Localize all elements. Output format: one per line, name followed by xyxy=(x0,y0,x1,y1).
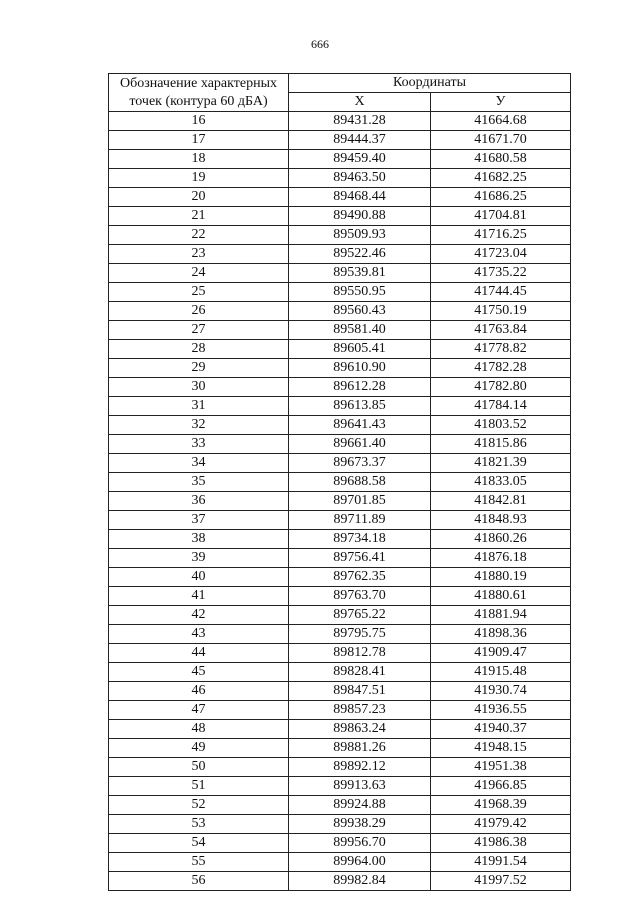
table-row xyxy=(109,131,571,150)
y-cell: 41930.74 xyxy=(431,682,571,701)
x-cell: 89711.89 xyxy=(289,511,431,530)
table-row xyxy=(109,378,571,397)
table-row xyxy=(109,492,571,511)
x-cell: 89795.75 xyxy=(289,625,431,644)
point-cell: 17 xyxy=(109,131,289,150)
y-cell: 41686.25 xyxy=(431,188,571,207)
table-row xyxy=(109,226,571,245)
point-cell: 41 xyxy=(109,587,289,606)
table-row xyxy=(109,321,571,340)
y-cell: 41948.15 xyxy=(431,739,571,758)
y-cell: 41815.86 xyxy=(431,435,571,454)
x-cell: 89762.35 xyxy=(289,568,431,587)
y-cell: 41782.80 xyxy=(431,378,571,397)
y-cell: 41671.70 xyxy=(431,131,571,150)
y-cell: 41784.14 xyxy=(431,397,571,416)
table-row xyxy=(109,663,571,682)
point-cell: 35 xyxy=(109,473,289,492)
x-cell: 89982.84 xyxy=(289,872,431,891)
table-row xyxy=(109,454,571,473)
y-cell: 41848.93 xyxy=(431,511,571,530)
table-row xyxy=(109,853,571,872)
point-cell: 21 xyxy=(109,207,289,226)
y-cell: 41966.85 xyxy=(431,777,571,796)
table-row xyxy=(109,207,571,226)
point-cell: 23 xyxy=(109,245,289,264)
point-cell: 48 xyxy=(109,720,289,739)
y-cell: 41936.55 xyxy=(431,701,571,720)
table-row xyxy=(109,340,571,359)
x-cell: 89605.41 xyxy=(289,340,431,359)
y-cell: 41821.39 xyxy=(431,454,571,473)
y-cell: 41979.42 xyxy=(431,815,571,834)
x-cell: 89444.37 xyxy=(289,131,431,150)
table-row xyxy=(109,587,571,606)
table-row xyxy=(109,644,571,663)
point-cell: 20 xyxy=(109,188,289,207)
y-cell: 41881.94 xyxy=(431,606,571,625)
point-cell: 37 xyxy=(109,511,289,530)
table-row xyxy=(109,302,571,321)
point-cell: 40 xyxy=(109,568,289,587)
y-cell: 41704.81 xyxy=(431,207,571,226)
point-cell: 24 xyxy=(109,264,289,283)
point-cell: 54 xyxy=(109,834,289,853)
table-row xyxy=(109,416,571,435)
x-cell: 89756.41 xyxy=(289,549,431,568)
table-row xyxy=(109,834,571,853)
y-cell: 41968.39 xyxy=(431,796,571,815)
table-row xyxy=(109,796,571,815)
point-cell: 42 xyxy=(109,606,289,625)
point-cell: 49 xyxy=(109,739,289,758)
point-cell: 16 xyxy=(109,112,289,131)
point-header-line2: точек (контура 60 дБА) xyxy=(129,93,268,109)
table-row xyxy=(109,872,571,891)
y-cell: 41750.19 xyxy=(431,302,571,321)
y-cell: 41876.18 xyxy=(431,549,571,568)
table-row xyxy=(109,568,571,587)
table-row xyxy=(109,815,571,834)
x-cell: 89610.90 xyxy=(289,359,431,378)
y-cell: 41860.26 xyxy=(431,530,571,549)
x-cell: 89463.50 xyxy=(289,169,431,188)
x-cell: 89539.81 xyxy=(289,264,431,283)
point-header-line1: Обозначение характерных xyxy=(120,75,277,91)
table-row xyxy=(109,435,571,454)
point-cell: 27 xyxy=(109,321,289,340)
x-cell: 89468.44 xyxy=(289,188,431,207)
table-row xyxy=(109,511,571,530)
table-row xyxy=(109,625,571,644)
point-cell: 45 xyxy=(109,663,289,682)
y-cell: 41782.28 xyxy=(431,359,571,378)
table-row xyxy=(109,188,571,207)
point-cell: 29 xyxy=(109,359,289,378)
x-cell: 89857.23 xyxy=(289,701,431,720)
y-column-header: У xyxy=(431,93,571,112)
x-cell: 89581.40 xyxy=(289,321,431,340)
x-cell: 89734.18 xyxy=(289,530,431,549)
y-cell: 41763.84 xyxy=(431,321,571,340)
x-cell: 89828.41 xyxy=(289,663,431,682)
point-cell: 36 xyxy=(109,492,289,511)
point-cell: 18 xyxy=(109,150,289,169)
y-cell: 41778.82 xyxy=(431,340,571,359)
y-cell: 41909.47 xyxy=(431,644,571,663)
y-cell: 41842.81 xyxy=(431,492,571,511)
y-cell: 41682.25 xyxy=(431,169,571,188)
y-cell: 41716.25 xyxy=(431,226,571,245)
table-row xyxy=(109,359,571,378)
y-cell: 41915.48 xyxy=(431,663,571,682)
page-number: 666 xyxy=(311,37,329,51)
point-cell: 51 xyxy=(109,777,289,796)
x-cell: 89688.58 xyxy=(289,473,431,492)
point-cell: 34 xyxy=(109,454,289,473)
x-cell: 89431.28 xyxy=(289,112,431,131)
table-row xyxy=(109,169,571,188)
y-cell: 41803.52 xyxy=(431,416,571,435)
x-cell: 89613.85 xyxy=(289,397,431,416)
table-row xyxy=(109,245,571,264)
x-cell: 89612.28 xyxy=(289,378,431,397)
table-row xyxy=(109,473,571,492)
y-cell: 41951.38 xyxy=(431,758,571,777)
table-header xyxy=(109,74,571,112)
x-cell: 89641.43 xyxy=(289,416,431,435)
point-cell: 38 xyxy=(109,530,289,549)
x-cell: 89701.85 xyxy=(289,492,431,511)
y-cell: 41744.45 xyxy=(431,283,571,302)
y-cell: 41898.36 xyxy=(431,625,571,644)
x-cell: 89765.22 xyxy=(289,606,431,625)
point-cell: 50 xyxy=(109,758,289,777)
x-cell: 89964.00 xyxy=(289,853,431,872)
table-row xyxy=(109,549,571,568)
x-cell: 89673.37 xyxy=(289,454,431,473)
x-cell: 89522.46 xyxy=(289,245,431,264)
x-cell: 89763.70 xyxy=(289,587,431,606)
point-cell: 55 xyxy=(109,853,289,872)
x-cell: 89550.95 xyxy=(289,283,431,302)
coordinates-table xyxy=(108,73,571,891)
x-cell: 89913.63 xyxy=(289,777,431,796)
x-cell: 89509.93 xyxy=(289,226,431,245)
y-cell: 41991.54 xyxy=(431,853,571,872)
x-cell: 89661.40 xyxy=(289,435,431,454)
y-cell: 41664.68 xyxy=(431,112,571,131)
x-cell: 89560.43 xyxy=(289,302,431,321)
table-row xyxy=(109,264,571,283)
point-cell: 56 xyxy=(109,872,289,891)
point-cell: 31 xyxy=(109,397,289,416)
table-row xyxy=(109,112,571,131)
point-cell: 53 xyxy=(109,815,289,834)
table-row xyxy=(109,397,571,416)
point-designation-header xyxy=(109,74,289,112)
x-cell: 89490.88 xyxy=(289,207,431,226)
table-row xyxy=(109,701,571,720)
y-cell: 41880.61 xyxy=(431,587,571,606)
y-cell: 41680.58 xyxy=(431,150,571,169)
point-cell: 19 xyxy=(109,169,289,188)
point-cell: 25 xyxy=(109,283,289,302)
table-row xyxy=(109,530,571,549)
x-cell: 89459.40 xyxy=(289,150,431,169)
y-cell: 41735.22 xyxy=(431,264,571,283)
table-row xyxy=(109,777,571,796)
y-cell: 41940.37 xyxy=(431,720,571,739)
y-cell: 41880.19 xyxy=(431,568,571,587)
point-cell: 46 xyxy=(109,682,289,701)
table-row xyxy=(109,720,571,739)
point-cell: 28 xyxy=(109,340,289,359)
coordinates-header: Координаты xyxy=(289,74,571,93)
table-row xyxy=(109,606,571,625)
table-row xyxy=(109,739,571,758)
x-cell: 89892.12 xyxy=(289,758,431,777)
table-row xyxy=(109,682,571,701)
point-cell: 52 xyxy=(109,796,289,815)
table-row xyxy=(109,150,571,169)
x-cell: 89812.78 xyxy=(289,644,431,663)
point-cell: 32 xyxy=(109,416,289,435)
table-row xyxy=(109,758,571,777)
table-body xyxy=(109,112,571,891)
point-cell: 44 xyxy=(109,644,289,663)
x-cell: 89938.29 xyxy=(289,815,431,834)
x-cell: 89956.70 xyxy=(289,834,431,853)
x-cell: 89863.24 xyxy=(289,720,431,739)
x-cell: 89924.88 xyxy=(289,796,431,815)
point-cell: 39 xyxy=(109,549,289,568)
y-cell: 41723.04 xyxy=(431,245,571,264)
table-row xyxy=(109,283,571,302)
x-cell: 89881.26 xyxy=(289,739,431,758)
point-cell: 33 xyxy=(109,435,289,454)
y-cell: 41833.05 xyxy=(431,473,571,492)
x-column-header: X xyxy=(289,93,431,112)
y-cell: 41997.52 xyxy=(431,872,571,891)
point-cell: 22 xyxy=(109,226,289,245)
point-cell: 30 xyxy=(109,378,289,397)
point-cell: 47 xyxy=(109,701,289,720)
point-cell: 43 xyxy=(109,625,289,644)
point-cell: 26 xyxy=(109,302,289,321)
x-cell: 89847.51 xyxy=(289,682,431,701)
y-cell: 41986.38 xyxy=(431,834,571,853)
